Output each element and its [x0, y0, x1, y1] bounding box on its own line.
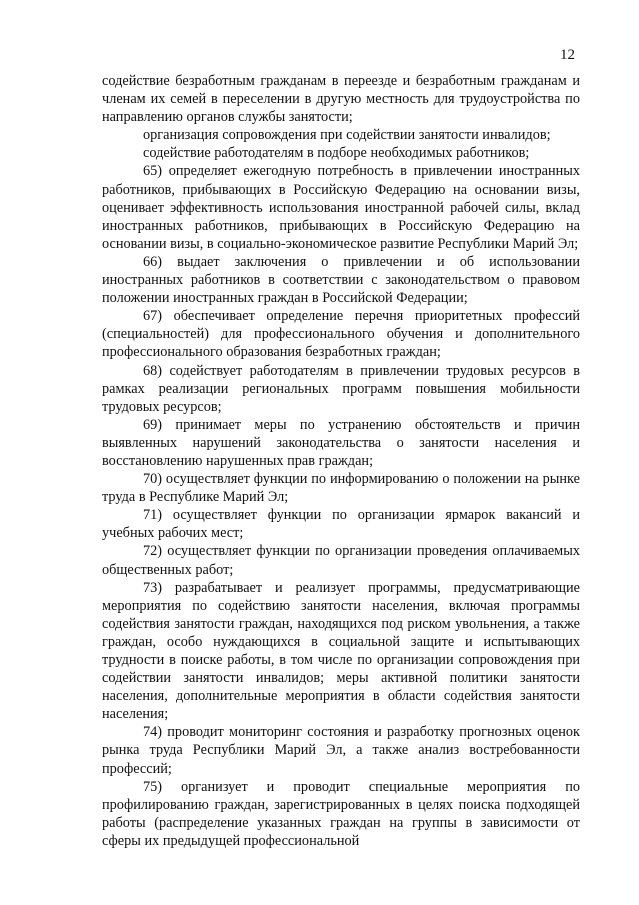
- paragraph: содействие работодателям в подборе необходимых работников;: [143, 145, 530, 162]
- paragraph: 74) проводит мониторинг состояния и разработку прогнозных оценок рынка труда Республики Марий Эл, а также анализ востребованности профессий;: [102, 724, 580, 777]
- paragraph: 70) осуществляет функции по информированию о положении на рынке труда в Республике Марий Эл;: [102, 471, 580, 506]
- paragraph: организация сопровождения при содействии занятости инвалидов;: [143, 127, 551, 144]
- paragraph: 73) разрабатывает и реализует программы, предусматривающие мероприятия по содействию занятости населения, включая программы содействия занятости граждан, находящихся под риском увольнения, а также граждан, особо нуждающихся в социальной защите и испытывающих трудности в поиске работы, в том числе по организации сопровождения при содействии занятости инвалидов; меры активной политики занятости населения, дополнительные мероприятия в области содействия занятости населения;: [102, 579, 580, 723]
- page-number: 12: [560, 47, 575, 63]
- paragraph: 66) выдает заключения о привлечении и об использовании иностранных работников в соответствии с законодательством о правовом положении иностранных граждан в Российской Федерации;: [102, 253, 580, 307]
- paragraph: 65) определяет ежегодную потребность в привлечении иностранных работников, прибывающих в Российскую Федерацию на основании визы, оценивает эффективность использования иностранной рабочей силы, вклад иностранных работников, прибывающих в Российскую Федерацию на основании визы, в социально-экономическое развитие Республики Марий Эл;: [102, 163, 580, 252]
- paragraph: 75) организует и проводит специальные мероприятия по профилированию граждан, зарегистрированных в целях поиска подходящей работы (распределение указанных граждан на группы в зависимости от сферы их предыдущей профессиональной: [102, 778, 580, 849]
- paragraph: 68) содействует работодателям в привлечении трудовых ресурсов в рамках реализации региональных программ повышения мобильности трудовых ресурсов;: [102, 362, 580, 415]
- paragraph: 69) принимает меры по устранению обстоятельств и причин выявленных нарушений законодательства о занятости населения и восстановлению нарушенных прав граждан;: [102, 416, 580, 469]
- document-body: [102, 72, 580, 850]
- paragraph: 72) осуществляет функции по организации проведения оплачиваемых общественных работ;: [102, 543, 580, 578]
- paragraph: 67) обеспечивает определение перечня приоритетных профессий (специальностей) для профессионального обучения и дополнительного профессионального образования безработных граждан;: [102, 308, 580, 361]
- paragraph: 71) осуществляет функции по организации ярмарок вакансий и учебных рабочих мест;: [102, 507, 580, 542]
- paragraph: содействие безработным гражданам в переезде и безработным гражданам и членам их семей в переселении в другую местность для трудоустройства по направлению органов службы занятости;: [102, 73, 580, 126]
